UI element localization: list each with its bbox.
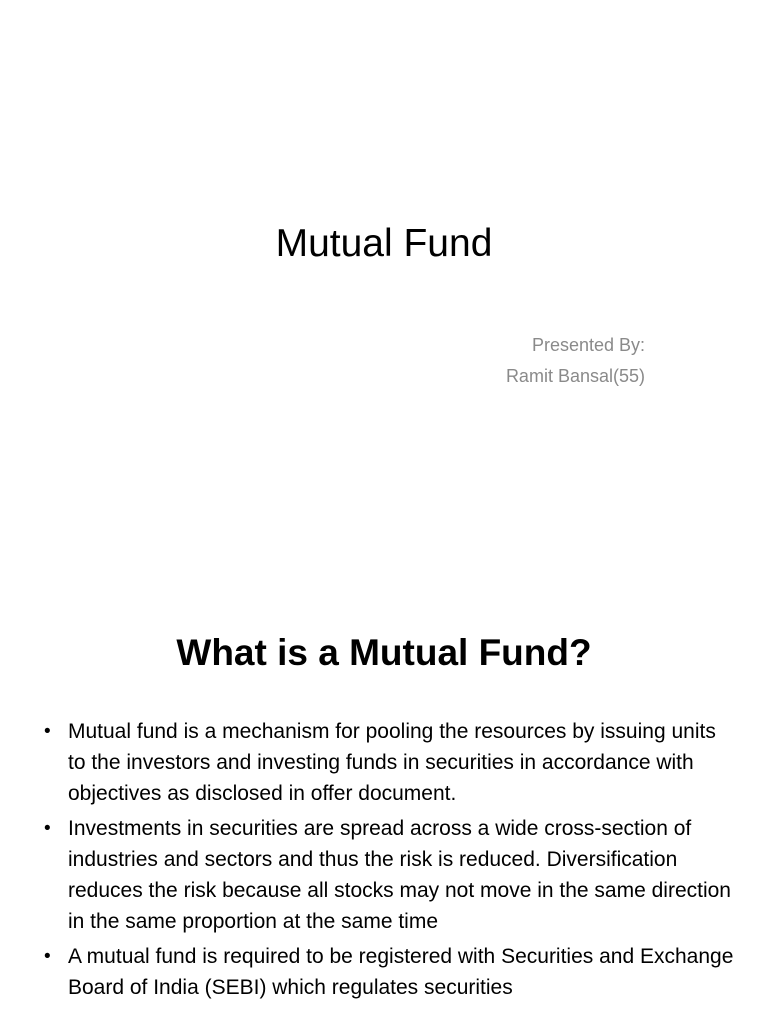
content-slide [0,576,768,1024]
slide-heading: What is a Mutual Fund? [176,632,592,673]
presenter-name: Ramit Bansal(55) [505,366,645,386]
bullet-item [44,716,734,809]
bullet-dot-icon: • [44,818,51,839]
bullet-text: Mutual fund is a mechanism for pooling the resources by issuing units to the investors and investing funds in securities in accordance with objectives as disclosed in offer document. [68,720,716,805]
bullet-dot-icon: • [44,721,51,742]
bullet-text: Investments in securities are spread across a wide cross-section of industries and sectors and thus the risk is reduced. Diversification reduces the risk because all stocks may not move in the same direction in the same proportion at the same time [68,817,731,933]
bullet-item [44,941,734,1003]
bullet-dot-icon: • [44,946,51,967]
slide-title: Mutual Fund [275,222,493,265]
bullet-item [44,813,734,937]
presenter-label: Presented By: [531,335,645,355]
bullet-list [44,716,734,1007]
bullet-text: A mutual fund is required to be registered with Securities and Exchange Board of India (SEBI) which regulates securities [68,945,734,999]
presenter-block [506,330,645,392]
